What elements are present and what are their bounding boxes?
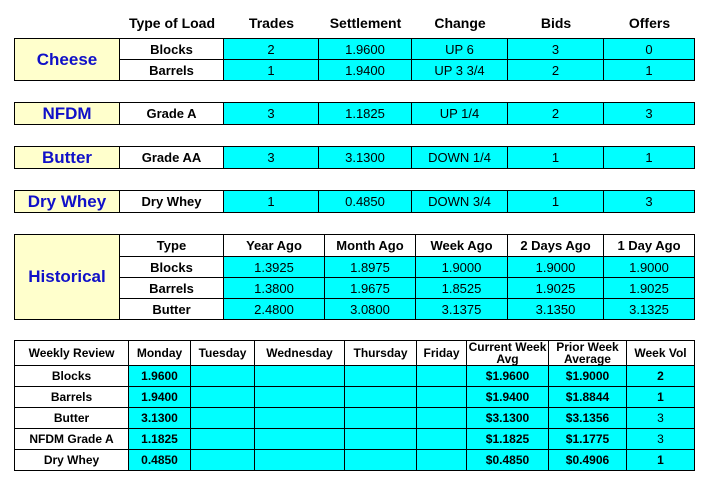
cheese-table — [14, 38, 695, 81]
header-change: Change — [434, 15, 486, 31]
weekly-tuesday-cell — [191, 429, 255, 450]
nfdm-load-label: Grade A — [120, 103, 224, 125]
historical-cell: 1.8525 — [416, 278, 508, 299]
header-type-of-load: Type of Load — [128, 15, 216, 31]
historical-cell: 3.1375 — [416, 299, 508, 320]
nfdm-title: NFDM — [15, 103, 120, 125]
header-bids: Bids — [540, 15, 572, 31]
weekly-header-weekly-review: Weekly Review — [15, 341, 129, 366]
historical-cell: 2.4800 — [224, 299, 325, 320]
weekly-vol-cell: 1 — [627, 450, 695, 471]
table-row — [15, 408, 695, 429]
historical-row-label: Barrels — [120, 278, 224, 299]
weekly-monday-cell: 3.1300 — [129, 408, 191, 429]
historical-header-type: Type — [120, 235, 224, 257]
weekly-review-table — [14, 340, 695, 471]
weekly-friday-cell — [417, 366, 467, 387]
historical-cell: 1.3925 — [224, 257, 325, 278]
weekly-tuesday-cell — [191, 387, 255, 408]
historical-header-month-ago: Month Ago — [325, 235, 416, 257]
weekly-prior-avg-cell: $0.4906 — [549, 450, 627, 471]
dry-whey-settlement: 0.4850 — [319, 191, 412, 213]
weekly-prior-avg-cell: $3.1356 — [549, 408, 627, 429]
historical-cell: 1.9025 — [508, 278, 604, 299]
cheese-barrels-settlement: 1.9400 — [319, 60, 412, 81]
weekly-header-prior-week-average: Prior Week Average — [549, 341, 627, 366]
dry-whey-offers: 3 — [604, 191, 695, 213]
historical-cell: 1.3800 — [224, 278, 325, 299]
weekly-wednesday-cell — [255, 387, 345, 408]
historical-cell: 1.8975 — [325, 257, 416, 278]
weekly-monday-cell: 1.1825 — [129, 429, 191, 450]
dry-whey-trades: 1 — [224, 191, 319, 213]
weekly-wednesday-cell — [255, 408, 345, 429]
nfdm-change: UP 1/4 — [412, 103, 508, 125]
historical-title: Historical — [15, 235, 120, 320]
cheese-blocks-settlement: 1.9600 — [319, 39, 412, 60]
cheese-barrels-trades: 1 — [224, 60, 319, 81]
historical-cell: 3.0800 — [325, 299, 416, 320]
weekly-prior-avg-cell: $1.8844 — [549, 387, 627, 408]
weekly-tuesday-cell — [191, 408, 255, 429]
cheese-barrels-bids: 2 — [508, 60, 604, 81]
weekly-vol-cell: 3 — [627, 408, 695, 429]
cheese-blocks-trades: 2 — [224, 39, 319, 60]
weekly-tuesday-cell — [191, 366, 255, 387]
cheese-barrels-change: UP 3 3/4 — [412, 60, 508, 81]
historical-row-label: Butter — [120, 299, 224, 320]
weekly-vol-cell: 1 — [627, 387, 695, 408]
weekly-thursday-cell — [345, 366, 417, 387]
cheese-blocks-change: UP 6 — [412, 39, 508, 60]
weekly-row-label: Dry Whey — [15, 450, 129, 471]
historical-cell: 1.9000 — [416, 257, 508, 278]
weekly-thursday-cell — [345, 450, 417, 471]
weekly-wednesday-cell — [255, 450, 345, 471]
weekly-vol-cell: 2 — [627, 366, 695, 387]
weekly-row-label: Butter — [15, 408, 129, 429]
weekly-tuesday-cell — [191, 450, 255, 471]
weekly-current-avg-cell: $1.9400 — [467, 387, 549, 408]
butter-table — [14, 146, 695, 169]
butter-change: DOWN 1/4 — [412, 147, 508, 169]
weekly-header-current-week-avg: Current Week Avg — [467, 341, 549, 366]
weekly-thursday-cell — [345, 387, 417, 408]
cheese-blocks-offers: 0 — [604, 39, 695, 60]
weekly-header-tuesday: Tuesday — [191, 341, 255, 366]
cheese-blocks-bids: 3 — [508, 39, 604, 60]
weekly-current-avg-cell: $1.1825 — [467, 429, 549, 450]
historical-cell: 1.9675 — [325, 278, 416, 299]
table-row — [15, 366, 695, 387]
weekly-row-label: Barrels — [15, 387, 129, 408]
butter-trades: 3 — [224, 147, 319, 169]
historical-cell: 3.1325 — [604, 299, 695, 320]
weekly-current-avg-cell: $0.4850 — [467, 450, 549, 471]
weekly-monday-cell: 1.9400 — [129, 387, 191, 408]
table-row — [15, 450, 695, 471]
historical-cell: 1.9000 — [604, 257, 695, 278]
butter-bids: 1 — [508, 147, 604, 169]
historical-row-label: Blocks — [120, 257, 224, 278]
weekly-thursday-cell — [345, 408, 417, 429]
weekly-header-wednesday: Wednesday — [255, 341, 345, 366]
historical-table — [14, 234, 695, 320]
weekly-header-week-vol: Week Vol — [627, 341, 695, 366]
nfdm-trades: 3 — [224, 103, 319, 125]
weekly-thursday-cell — [345, 429, 417, 450]
weekly-current-avg-cell: $3.1300 — [467, 408, 549, 429]
historical-header-week-ago: Week Ago — [416, 235, 508, 257]
dry-whey-bids: 1 — [508, 191, 604, 213]
butter-settlement: 3.1300 — [319, 147, 412, 169]
butter-title: Butter — [15, 147, 120, 169]
weekly-wednesday-cell — [255, 429, 345, 450]
cheese-blocks-label: Blocks — [120, 39, 224, 60]
weekly-friday-cell — [417, 387, 467, 408]
weekly-monday-cell: 1.9600 — [129, 366, 191, 387]
cheese-barrels-label: Barrels — [120, 60, 224, 81]
cheese-title: Cheese — [15, 39, 120, 81]
weekly-friday-cell — [417, 450, 467, 471]
historical-header-1-day-ago: 1 Day Ago — [604, 235, 695, 257]
historical-cell: 3.1350 — [508, 299, 604, 320]
dry-whey-change: DOWN 3/4 — [412, 191, 508, 213]
cheese-barrels-offers: 1 — [604, 60, 695, 81]
historical-cell: 1.9000 — [508, 257, 604, 278]
dry-whey-title: Dry Whey — [15, 191, 120, 213]
weekly-wednesday-cell — [255, 366, 345, 387]
historical-header-year-ago: Year Ago — [224, 235, 325, 257]
header-offers: Offers — [628, 15, 671, 31]
header-settlement: Settlement — [329, 15, 402, 31]
weekly-header-monday: Monday — [129, 341, 191, 366]
weekly-header-friday: Friday — [417, 341, 467, 366]
historical-header-2-days-ago: 2 Days Ago — [508, 235, 604, 257]
weekly-friday-cell — [417, 429, 467, 450]
weekly-friday-cell — [417, 408, 467, 429]
weekly-monday-cell: 0.4850 — [129, 450, 191, 471]
header-trades: Trades — [248, 15, 295, 31]
nfdm-settlement: 1.1825 — [319, 103, 412, 125]
dry-whey-load-label: Dry Whey — [120, 191, 224, 213]
weekly-header-thursday: Thursday — [345, 341, 417, 366]
weekly-current-avg-cell: $1.9600 — [467, 366, 549, 387]
weekly-row-label: NFDM Grade A — [15, 429, 129, 450]
weekly-vol-cell: 3 — [627, 429, 695, 450]
weekly-prior-avg-cell: $1.9000 — [549, 366, 627, 387]
historical-cell: 1.9025 — [604, 278, 695, 299]
weekly-row-label: Blocks — [15, 366, 129, 387]
table-row — [15, 387, 695, 408]
nfdm-bids: 2 — [508, 103, 604, 125]
butter-offers: 1 — [604, 147, 695, 169]
weekly-prior-avg-cell: $1.1775 — [549, 429, 627, 450]
table-row — [15, 429, 695, 450]
butter-load-label: Grade AA — [120, 147, 224, 169]
nfdm-table — [14, 102, 695, 125]
dry-whey-table — [14, 190, 695, 213]
nfdm-offers: 3 — [604, 103, 695, 125]
